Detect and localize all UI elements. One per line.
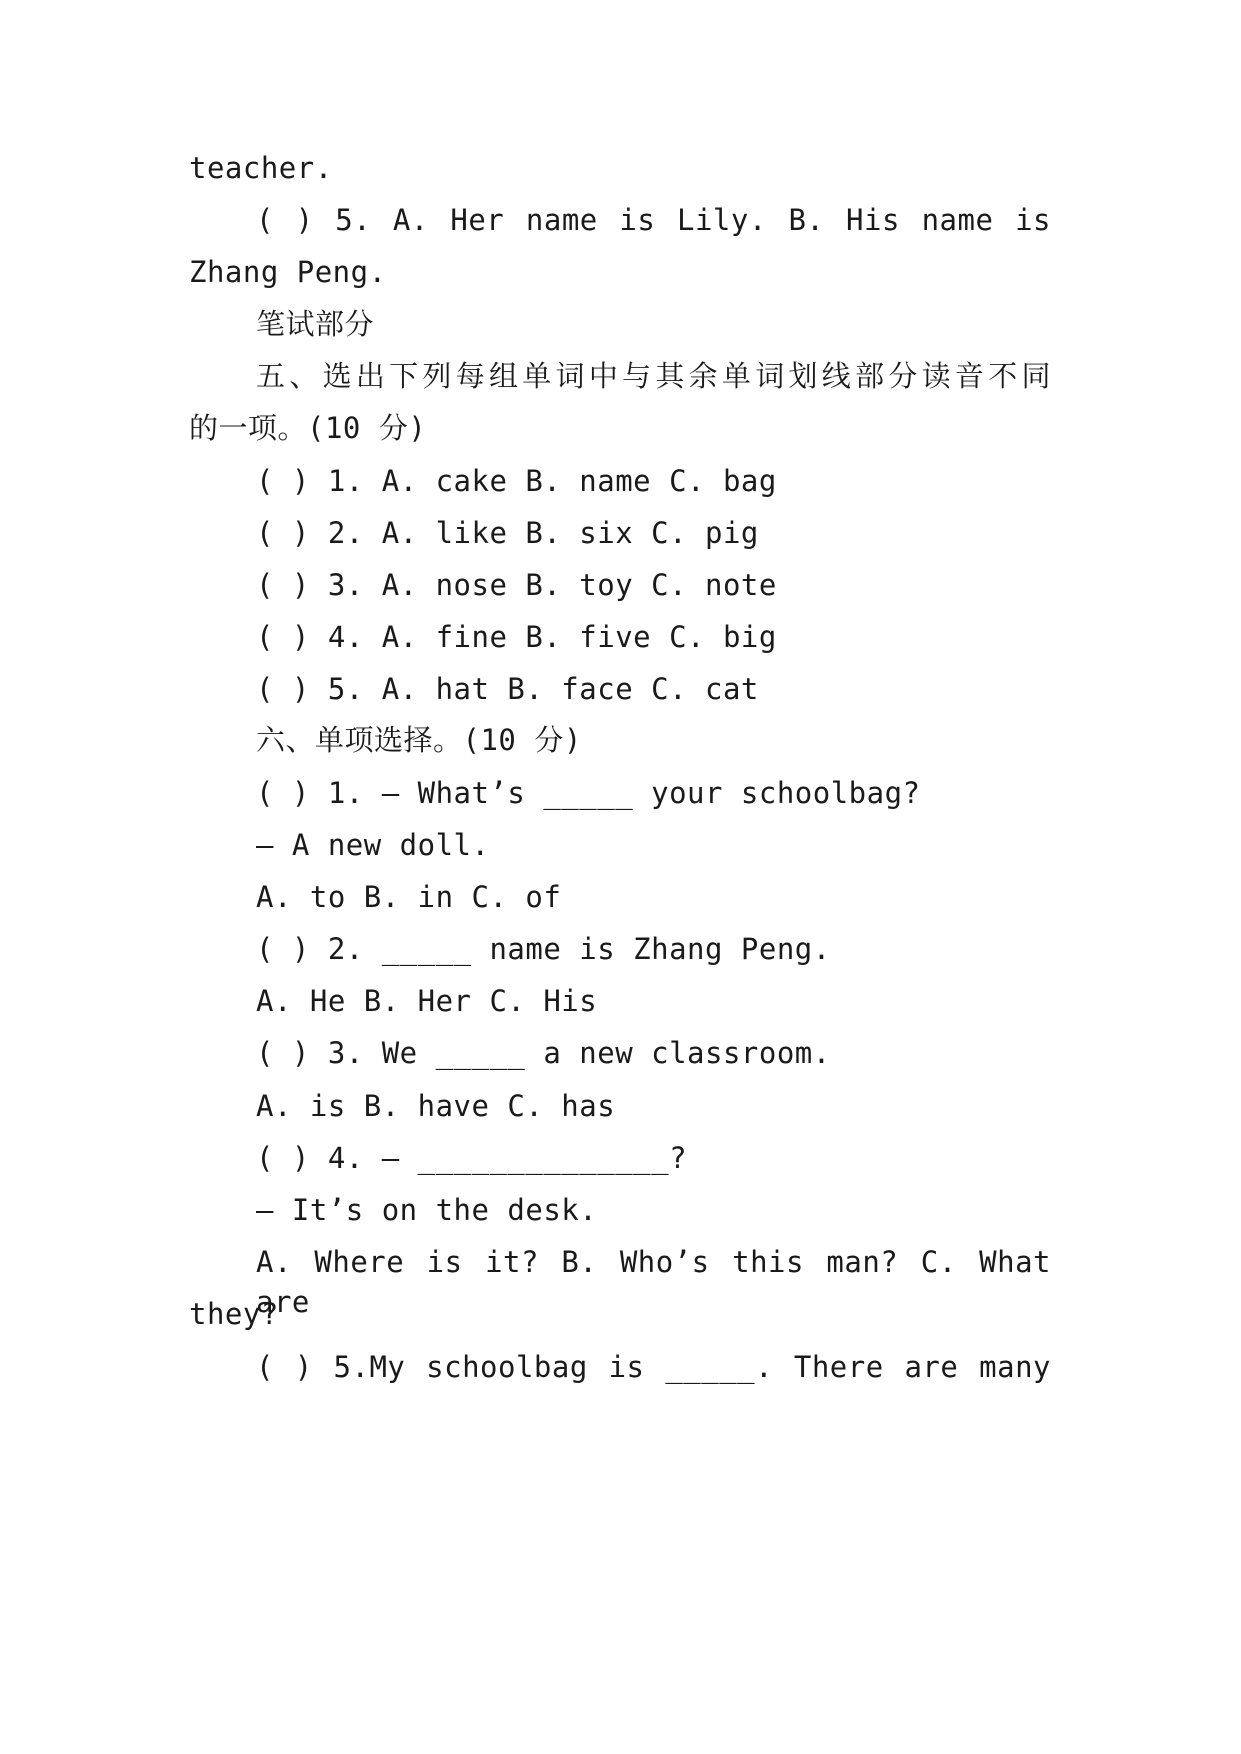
choice-item-5-question: ( ) 5.My schoolbag is _____. There are many (256, 1350, 1051, 1384)
listening-item-5: ( ) 5. A. Her name is Lily. B. His name is (256, 203, 1051, 237)
choice-item-4-options: A. Where is it? B. Who’s this man? C. What are (256, 1245, 1051, 1319)
section-six-title: 六、单项选择。(10 分) (256, 723, 582, 757)
choice-item-2-question: ( ) 2. _____ name is Zhang Peng. (256, 932, 831, 966)
phonics-item-5: ( ) 5. A. hat B. face C. cat (256, 672, 759, 706)
text-line-teacher: teacher. (189, 151, 333, 185)
choice-item-1-question: ( ) 1. — What’s _____ your schoolbag? (256, 776, 921, 810)
choice-item-2-options: A. He B. Her C. His (256, 984, 598, 1018)
text-line-zhang-peng: Zhang Peng. (189, 255, 387, 289)
phonics-item-4: ( ) 4. A. fine B. five C. big (256, 620, 777, 654)
phonics-item-3: ( ) 3. A. nose B. toy C. note (256, 568, 777, 602)
choice-item-1-answer: — A new doll. (256, 828, 490, 862)
choice-item-1-options: A. to B. in C. of (256, 880, 562, 914)
section-five-title: 五、选出下列每组单词中与其余单词划线部分读音不同 (256, 359, 1051, 393)
section-five-title-cont: 的一项。(10 分) (189, 411, 427, 445)
choice-item-3-options: A. is B. have C. has (256, 1089, 616, 1123)
choice-item-4-options-cont: they? (189, 1297, 279, 1331)
choice-item-4-answer: — It’s on the desk. (256, 1193, 598, 1227)
section-heading-written: 笔试部分 (256, 307, 375, 341)
phonics-item-1: ( ) 1. A. cake B. name C. bag (256, 464, 777, 498)
choice-item-3-question: ( ) 3. We _____ a new classroom. (256, 1036, 831, 1070)
choice-item-4-question: ( ) 4. — ______________? (256, 1141, 688, 1175)
phonics-item-2: ( ) 2. A. like B. six C. pig (256, 516, 759, 550)
